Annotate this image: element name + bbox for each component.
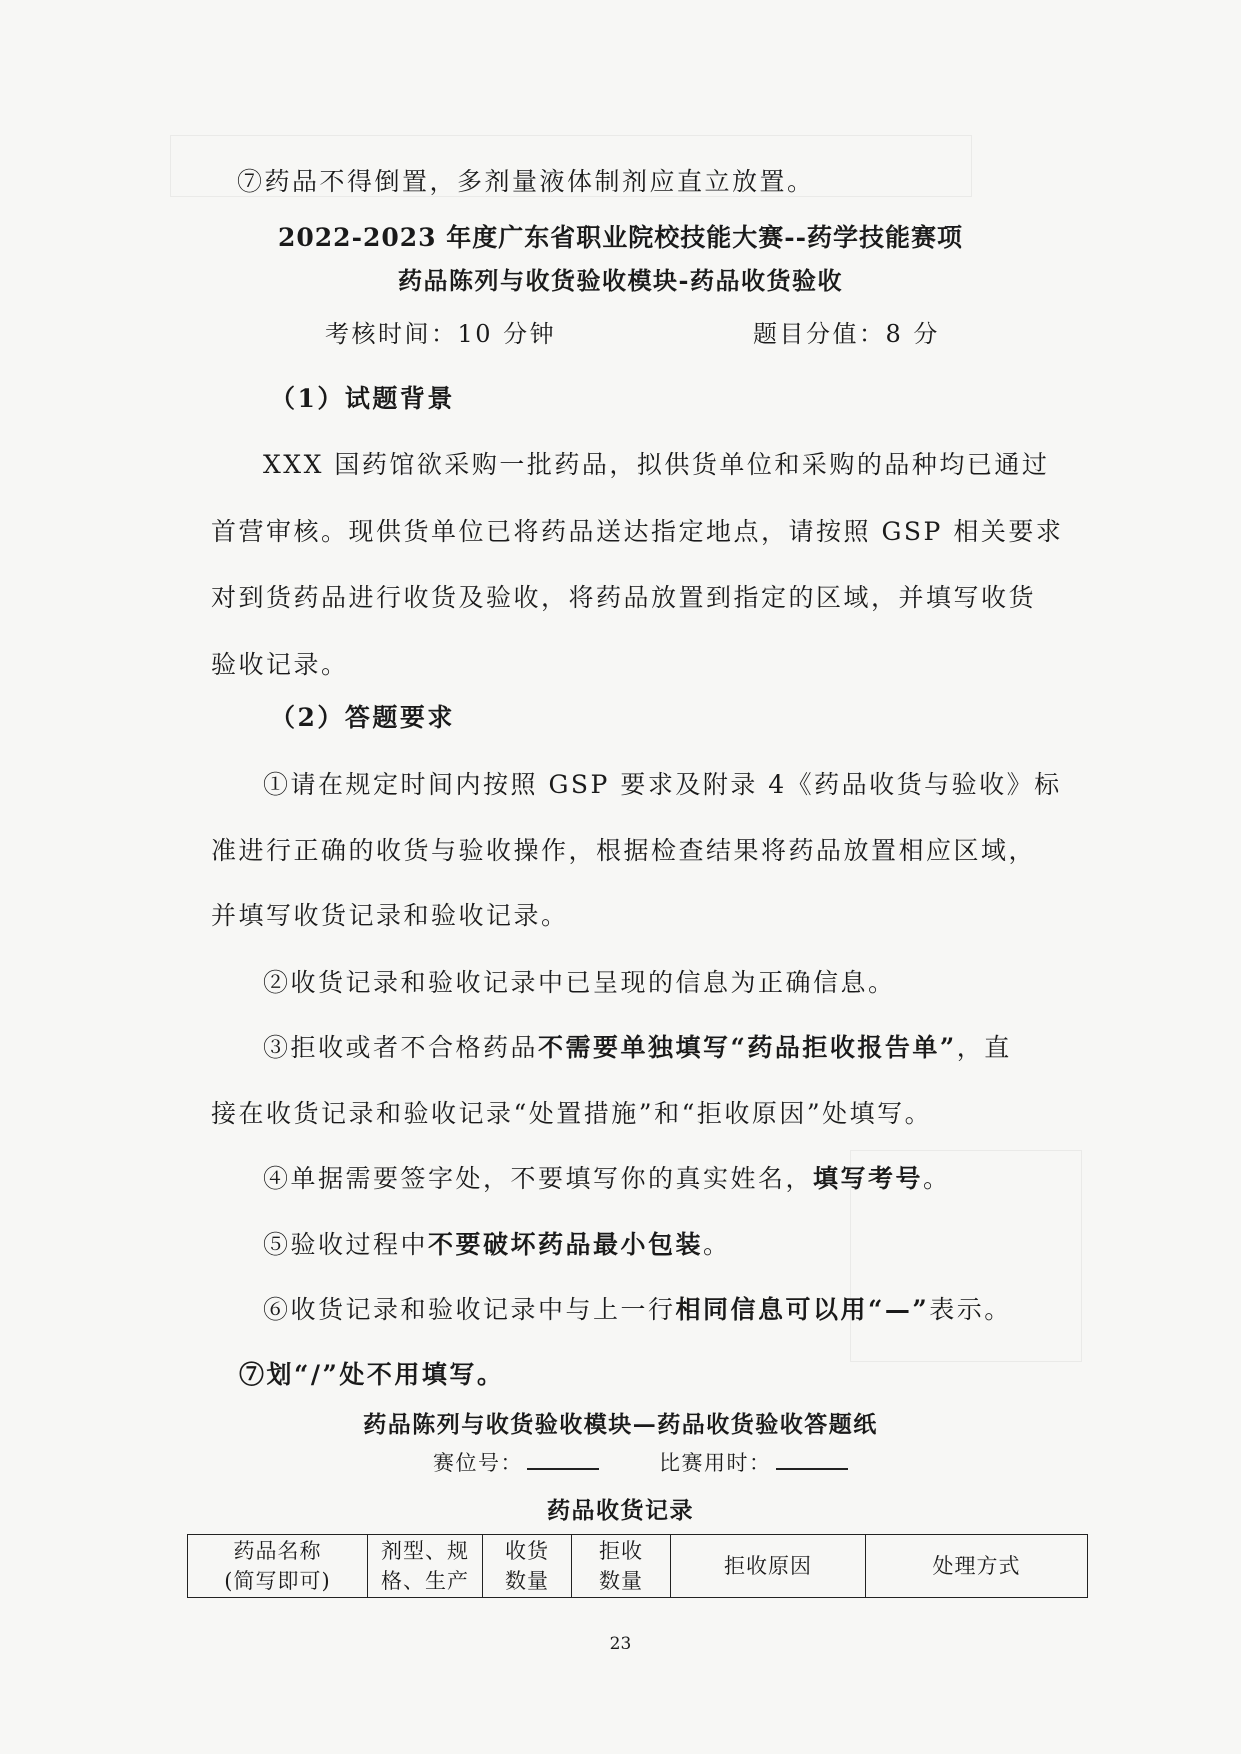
header-line: (简写即可) bbox=[224, 1569, 331, 1593]
req4-emphasis: 填写考号 bbox=[813, 1164, 924, 1193]
page-number: 23 bbox=[609, 1634, 632, 1654]
req5-tail: 。 bbox=[703, 1230, 731, 1259]
header-line: 格、生产 bbox=[381, 1569, 469, 1593]
column-header bbox=[188, 1535, 368, 1598]
requirement-line: 并填写收货记录和验收记录。 bbox=[211, 901, 569, 930]
header-line: 数量 bbox=[505, 1569, 549, 1593]
requirement-2: ②收货记录和验收记录中已呈现的信息为正确信息。 bbox=[263, 968, 896, 997]
requirement-line: 准进行正确的收货与验收操作，根据检查结果将药品放置相应区域， bbox=[211, 836, 1037, 865]
requirement-4 bbox=[263, 1162, 951, 1196]
header-line: 收货 bbox=[505, 1539, 549, 1563]
req5-text: ⑤验收过程中 bbox=[263, 1230, 429, 1259]
column-header bbox=[483, 1535, 572, 1598]
time-used-label: 比赛用时： bbox=[659, 1451, 772, 1475]
req3-tail: ，直 bbox=[956, 1033, 1012, 1062]
page-subtitle: 药品陈列与收货验收模块-药品收货验收 bbox=[398, 266, 843, 295]
receiving-record-title: 药品收货记录 bbox=[547, 1497, 694, 1524]
column-header bbox=[671, 1535, 866, 1598]
req4-text: ④单据需要签字处，不要填写你的真实姓名， bbox=[263, 1164, 814, 1193]
time-used-blank[interactable] bbox=[776, 1450, 848, 1470]
seat-number-field bbox=[433, 1447, 599, 1477]
column-header bbox=[368, 1535, 483, 1598]
paragraph-line: 首营审核。现供货单位已将药品送达指定地点，请按照 GSP 相关要求 bbox=[211, 517, 1064, 546]
answer-sheet-title: 药品陈列与收货验收模块—药品收货验收答题纸 bbox=[363, 1411, 878, 1438]
time-used-field bbox=[659, 1447, 848, 1477]
requirement-5 bbox=[263, 1228, 731, 1262]
section-heading-requirements: （2）答题要求 bbox=[270, 703, 455, 732]
req5-emphasis: 不要破坏药品最小包装 bbox=[428, 1230, 704, 1259]
column-header bbox=[866, 1535, 1088, 1598]
header-line: 药品名称 bbox=[233, 1539, 322, 1563]
column-header bbox=[572, 1535, 671, 1598]
requirement-line: ①请在规定时间内按照 GSP 要求及附录 4《药品收货与验收》标 bbox=[263, 770, 1062, 799]
requirement-3 bbox=[263, 1031, 1012, 1065]
requirement-3-line2: 接在收货记录和验收记录“处置措施”和“拒收原因”处填写。 bbox=[211, 1099, 933, 1128]
req4-tail: 。 bbox=[923, 1164, 951, 1193]
req6-text: ⑥收货记录和验收记录中与上一行 bbox=[263, 1295, 676, 1324]
page-title: 2022-2023 年度广东省职业院校技能大赛--药学技能赛项 bbox=[278, 223, 963, 252]
requirement-6 bbox=[263, 1293, 1012, 1327]
top-item: ⑦药品不得倒置，多剂量液体制剂应直立放置。 bbox=[237, 167, 815, 196]
paragraph-line: XXX 国药馆欲采购一批药品，拟供货单位和采购的品种均已通过 bbox=[263, 450, 1050, 479]
receiving-record-table bbox=[187, 1534, 1088, 1598]
requirement-7: ⑦划“/”处不用填写。 bbox=[239, 1360, 505, 1389]
req3-emphasis: 不需要单独填写“药品拒收报告单” bbox=[538, 1033, 957, 1062]
header-line: 拒收 bbox=[599, 1539, 643, 1563]
paragraph-line: 验收记录。 bbox=[211, 650, 349, 679]
score-label: 题目分值：8 分 bbox=[753, 320, 940, 348]
header-line: 数量 bbox=[599, 1569, 643, 1593]
exam-time-label: 考核时间：10 分钟 bbox=[325, 320, 557, 348]
header-line: 处理方式 bbox=[932, 1554, 1021, 1578]
table-header-row bbox=[188, 1535, 1088, 1598]
seat-number-label: 赛位号： bbox=[433, 1451, 523, 1475]
req3-text: ③拒收或者不合格药品 bbox=[263, 1033, 539, 1062]
header-line: 拒收原因 bbox=[724, 1554, 812, 1578]
req6-tail: 表示。 bbox=[929, 1295, 1012, 1324]
paragraph-line: 对到货药品进行收货及验收，将药品放置到指定的区域，并填写收货 bbox=[211, 583, 1037, 612]
req6-emphasis: 相同信息可以用“—” bbox=[675, 1295, 930, 1324]
header-line: 剂型、规 bbox=[381, 1539, 469, 1563]
seat-number-blank[interactable] bbox=[527, 1450, 599, 1470]
section-heading-background: （1）试题背景 bbox=[270, 384, 455, 413]
